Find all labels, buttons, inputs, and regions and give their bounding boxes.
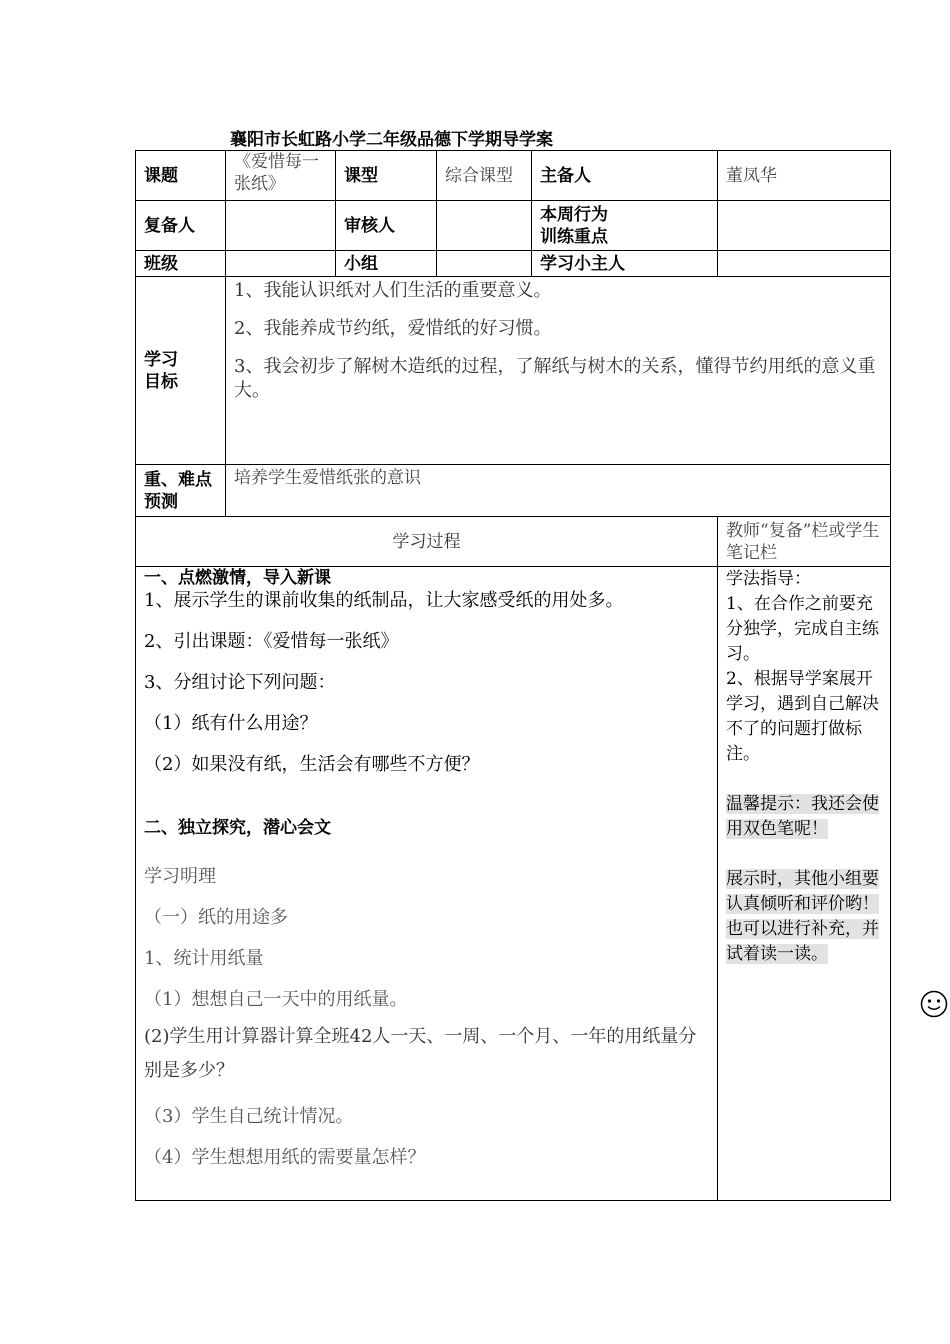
guide-item: 2、根据导学案展开学习，遇到自己解决不了的问题打做标注。 [726,669,879,764]
process-item: 1、统计用纸量 [144,948,264,969]
process-item: （1）纸有什么用途？ [144,713,318,734]
lesson-plan-table [135,150,891,1201]
notes-content [718,567,891,1201]
process-item: 1、展示学生的课前收集的纸制品，让大家感受纸的用处多。 [144,590,624,611]
row-key-points [136,465,891,517]
section-2-title: 二、独立探究，潜心会文 [144,818,331,838]
goal-item: 3、我会初步了解树木造纸的过程，了解纸与树木的关系，懂得节约用纸的意义重大。 [234,356,876,401]
goals-content [226,277,891,465]
document-title: 襄阳市长虹路小学二年级品德下学期导学案 [230,130,553,150]
row-process-header [136,517,891,567]
tip-text: 温馨提示：我还会使用双色笔呢！ [726,794,879,839]
weekly-focus-label-line2: 训练重点 [540,226,608,247]
type-label: 课型 [336,151,437,201]
key-points-label-line2: 预测 [144,491,178,512]
goals-label-line1: 学习 [144,349,178,370]
weekly-focus-label-line1: 本周行为 [540,204,608,225]
reviewer-label: 审核人 [336,201,437,251]
host-value [718,251,891,277]
presentation-text: 展示时，其他小组要认真倾听和评价哟！也可以进行补充，并试着读一读。 [726,869,879,964]
section-1-title: 一、点燃激情，导入新课 [144,568,331,588]
process-item: 2、引出课题：《爱惜每一张纸》 [144,631,399,652]
class-value [226,251,336,277]
type-value: 综合课型 [437,151,532,201]
process-item: 学习明理 [144,866,216,887]
co-preparer-value [226,201,336,251]
row-class [136,251,891,277]
weekly-focus-value [718,201,891,251]
lead-label: 主备人 [532,151,718,201]
topic-value: 《爱惜每一张纸》 [226,151,336,201]
goals-label-line2: 目标 [144,371,178,392]
key-points-label [136,465,226,517]
process-item: （一）纸的用途多 [144,907,288,928]
process-item: （3）学生自己统计情况。 [144,1106,354,1127]
key-points-value: 培养学生爱惜纸张的意识 [226,465,891,517]
guide-item: 1、在合作之前要充分独学，完成自主练习。 [726,594,879,664]
process-header: 学习过程 [136,517,718,567]
process-item: （2）如果没有纸，生活会有哪些不方便？ [144,754,480,775]
topic-label: 课题 [136,151,226,201]
group-label: 小组 [336,251,437,277]
process-item: （1）想想自己一天中的用纸量。 [144,989,408,1010]
process-item: （4）学生想想用纸的需要量怎样？ [144,1147,426,1168]
goals-label [136,277,226,465]
class-label: 班级 [136,251,226,277]
host-label: 学习小主人 [532,251,718,277]
goal-item: 1、我能认识纸对人们生活的重要意义。 [234,280,552,301]
notes-header: 教师“复备”栏或学生笔记栏 [718,517,891,567]
co-preparer-label: 复备人 [136,201,226,251]
row-goals [136,277,891,465]
reviewer-value [437,201,532,251]
row-review [136,201,891,251]
smiley-face-icon [920,990,948,1018]
weekly-focus-label [532,201,718,251]
process-item: (2)学生用计算器计算全班42人一天、一周、一个月、一年的用纸量分别是多少？ [144,1026,697,1081]
process-item: 3、分组讨论下列问题： [144,672,336,693]
goal-item: 2、我能养成节约纸，爱惜纸的好习惯。 [234,318,552,339]
lead-value: 董凤华 [718,151,891,201]
group-value [437,251,532,277]
guide-title: 学法指导： [726,569,811,589]
row-process-body [136,567,891,1201]
row-topic [136,151,891,201]
key-points-label-line1: 重、难点 [144,469,212,490]
process-content [136,567,718,1201]
